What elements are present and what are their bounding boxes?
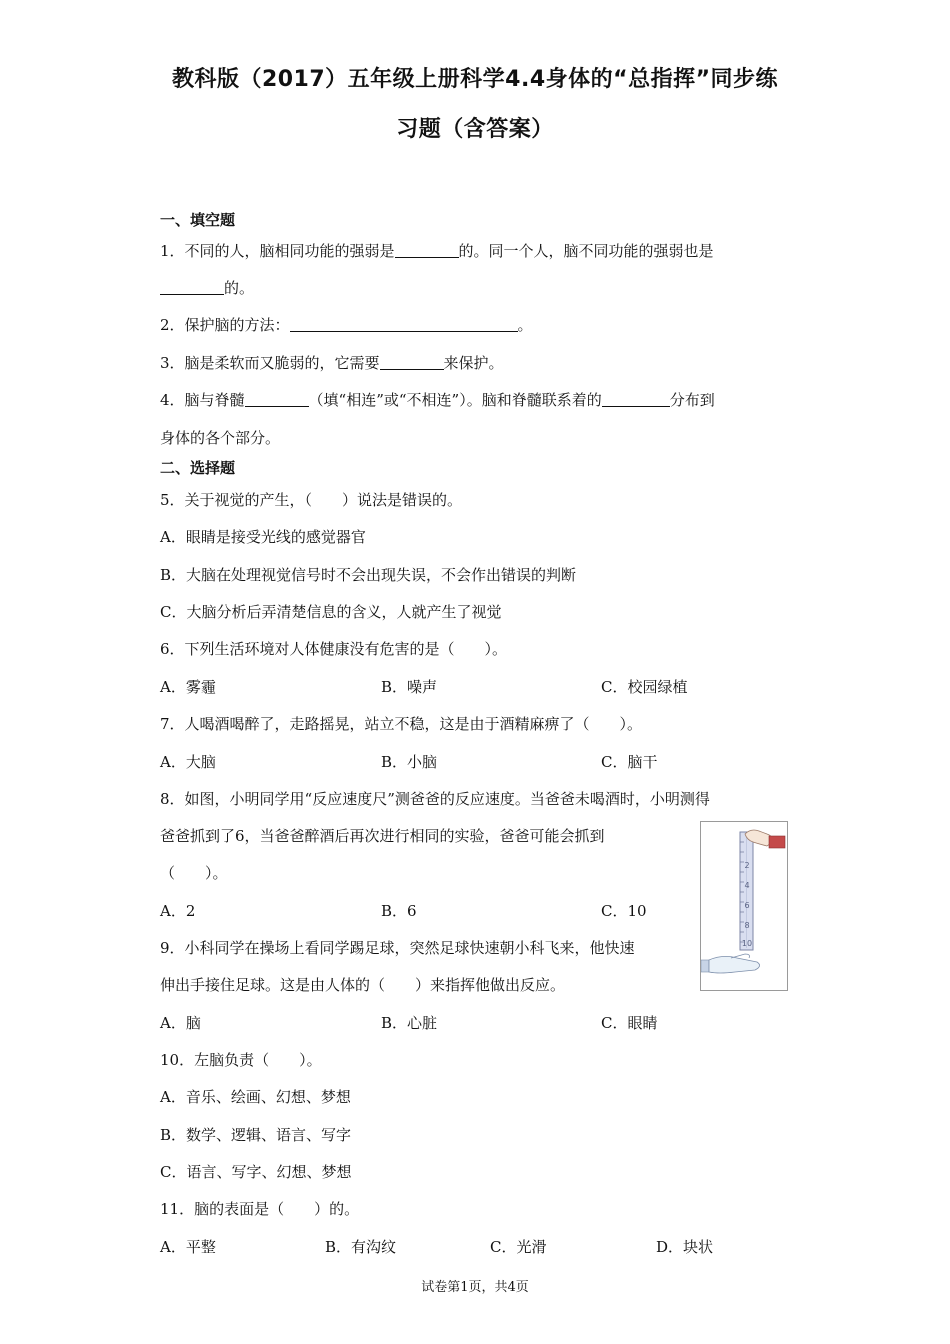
question-10-option-a[interactable]: A．音乐、绘画、幻想、梦想 (160, 1088, 351, 1106)
ruler-icon (740, 832, 753, 950)
question-1-line1 (160, 241, 714, 261)
question-6-option-b[interactable]: B．噪声 (381, 678, 438, 696)
answer-blank (380, 353, 444, 370)
question-1-line2 (160, 278, 254, 298)
ruler-mark-8: 8 (744, 921, 750, 930)
answer-blank (395, 241, 459, 258)
page-title-line1: 教科版（2017）五年级上册科学4.4身体的“总指挥”同步练 (171, 67, 779, 92)
question-11-option-b[interactable]: B．有沟纹 (325, 1238, 397, 1256)
question-7-stem: 7．人喝酒喝醉了，走路摇晃，站立不稳，这是由于酒精麻痹了（ ）。 (160, 715, 643, 733)
question-2 (160, 315, 533, 335)
question-8-line3: （ ）。 (160, 864, 228, 882)
ruler-mark-10: 10 (741, 939, 753, 948)
question-4-text-a: 4．脑与脊髓 (160, 391, 245, 409)
answer-blank (602, 390, 670, 407)
question-11-option-d[interactable]: D．块状 (656, 1238, 714, 1256)
question-4-line2: 身体的各个部分。 (160, 429, 281, 447)
section-heading-fill: 一、填空题 (160, 211, 236, 229)
question-5-stem: 5．关于视觉的产生，（ ）说法是错误的。 (160, 491, 463, 509)
question-8-option-c[interactable]: C．10 (601, 902, 647, 920)
question-10-option-c[interactable]: C．语言、写字、幻想、梦想 (160, 1163, 352, 1181)
question-1-text-c: 的。 (224, 279, 255, 297)
question-9-option-c[interactable]: C．眼睛 (601, 1014, 658, 1032)
question-5-option-a[interactable]: A．眼睛是接受光线的感觉器官 (160, 528, 366, 546)
hand-bottom-icon (701, 954, 760, 973)
question-1-text-a: 1．不同的人，脑相同功能的强弱是 (160, 242, 395, 260)
question-11-stem: 11．脑的表面是（ ）的。 (160, 1200, 360, 1218)
question-2-text-b: 。 (517, 316, 533, 334)
question-6-option-a[interactable]: A．雾霾 (160, 678, 216, 696)
question-11-option-c[interactable]: C．光滑 (490, 1238, 547, 1256)
question-5-option-b[interactable]: B．大脑在处理视觉信号时不会出现失误，不会作出错误的判断 (160, 566, 577, 584)
question-6-stem: 6．下列生活环境对人体健康没有危害的是（ ）。 (160, 640, 508, 658)
question-4-line1 (160, 390, 715, 410)
question-8-line1: 8．如图，小明同学用“反应速度尺”测爸爸的反应速度。当爸爸未喝酒时，小明测得 (160, 790, 710, 808)
section-heading-choice: 二、选择题 (160, 459, 236, 477)
question-9-line2: 伸出手接住足球。这是由人体的（ ）来指挥他做出反应。 (160, 976, 566, 994)
question-7-option-b[interactable]: B．小脑 (381, 753, 438, 771)
reaction-ruler-svg (701, 822, 787, 990)
question-7-option-c[interactable]: C．脑干 (601, 753, 658, 771)
question-1-text-b: 的。同一个人，脑不同功能的强弱也是 (458, 242, 714, 260)
ruler-mark-6: 6 (744, 901, 750, 910)
answer-blank (245, 390, 309, 407)
question-8-option-a[interactable]: A．2 (160, 902, 196, 920)
question-11-option-a[interactable]: A．平整 (160, 1238, 216, 1256)
question-4-text-c: 分布到 (669, 391, 715, 409)
answer-blank (290, 315, 518, 332)
page-footer: 试卷第1页，共4页 (421, 1280, 529, 1295)
question-9-option-a[interactable]: A．脑 (160, 1014, 201, 1032)
question-9-option-b[interactable]: B．心脏 (381, 1014, 438, 1032)
question-10-option-b[interactable]: B．数学、逻辑、语言、写字 (160, 1126, 352, 1144)
ruler-mark-2: 2 (744, 861, 750, 870)
question-6-option-c[interactable]: C．校园绿植 (601, 678, 688, 696)
question-3-text-a: 3．脑是柔软而又脆弱的，它需要 (160, 354, 380, 372)
question-5-option-c[interactable]: C．大脑分析后弄清楚信息的含义，人就产生了视觉 (160, 603, 502, 621)
reaction-ruler-figure (700, 821, 788, 991)
question-8-option-b[interactable]: B．6 (381, 902, 417, 920)
question-10-stem: 10．左脑负责（ ）。 (160, 1051, 322, 1069)
answer-blank (160, 278, 224, 295)
question-2-text-a: 2．保护脑的方法： (160, 316, 290, 334)
question-3-text-b: 来保护。 (443, 354, 504, 372)
question-3 (160, 353, 504, 373)
question-7-option-a[interactable]: A．大脑 (160, 753, 216, 771)
page-title-line2: 习题（含答案） (396, 117, 554, 142)
question-9-line1: 9．小科同学在操场上看同学踢足球，突然足球快速朝小科飞来，他快速 (160, 939, 635, 957)
question-8-line2: 爸爸抓到了6，当爸爸醉酒后再次进行相同的实验，爸爸可能会抓到 (160, 827, 605, 845)
ruler-mark-4: 4 (744, 881, 750, 890)
question-4-text-b: （填“相连”或“不相连”）。脑和脊髓联系着的 (308, 391, 602, 409)
